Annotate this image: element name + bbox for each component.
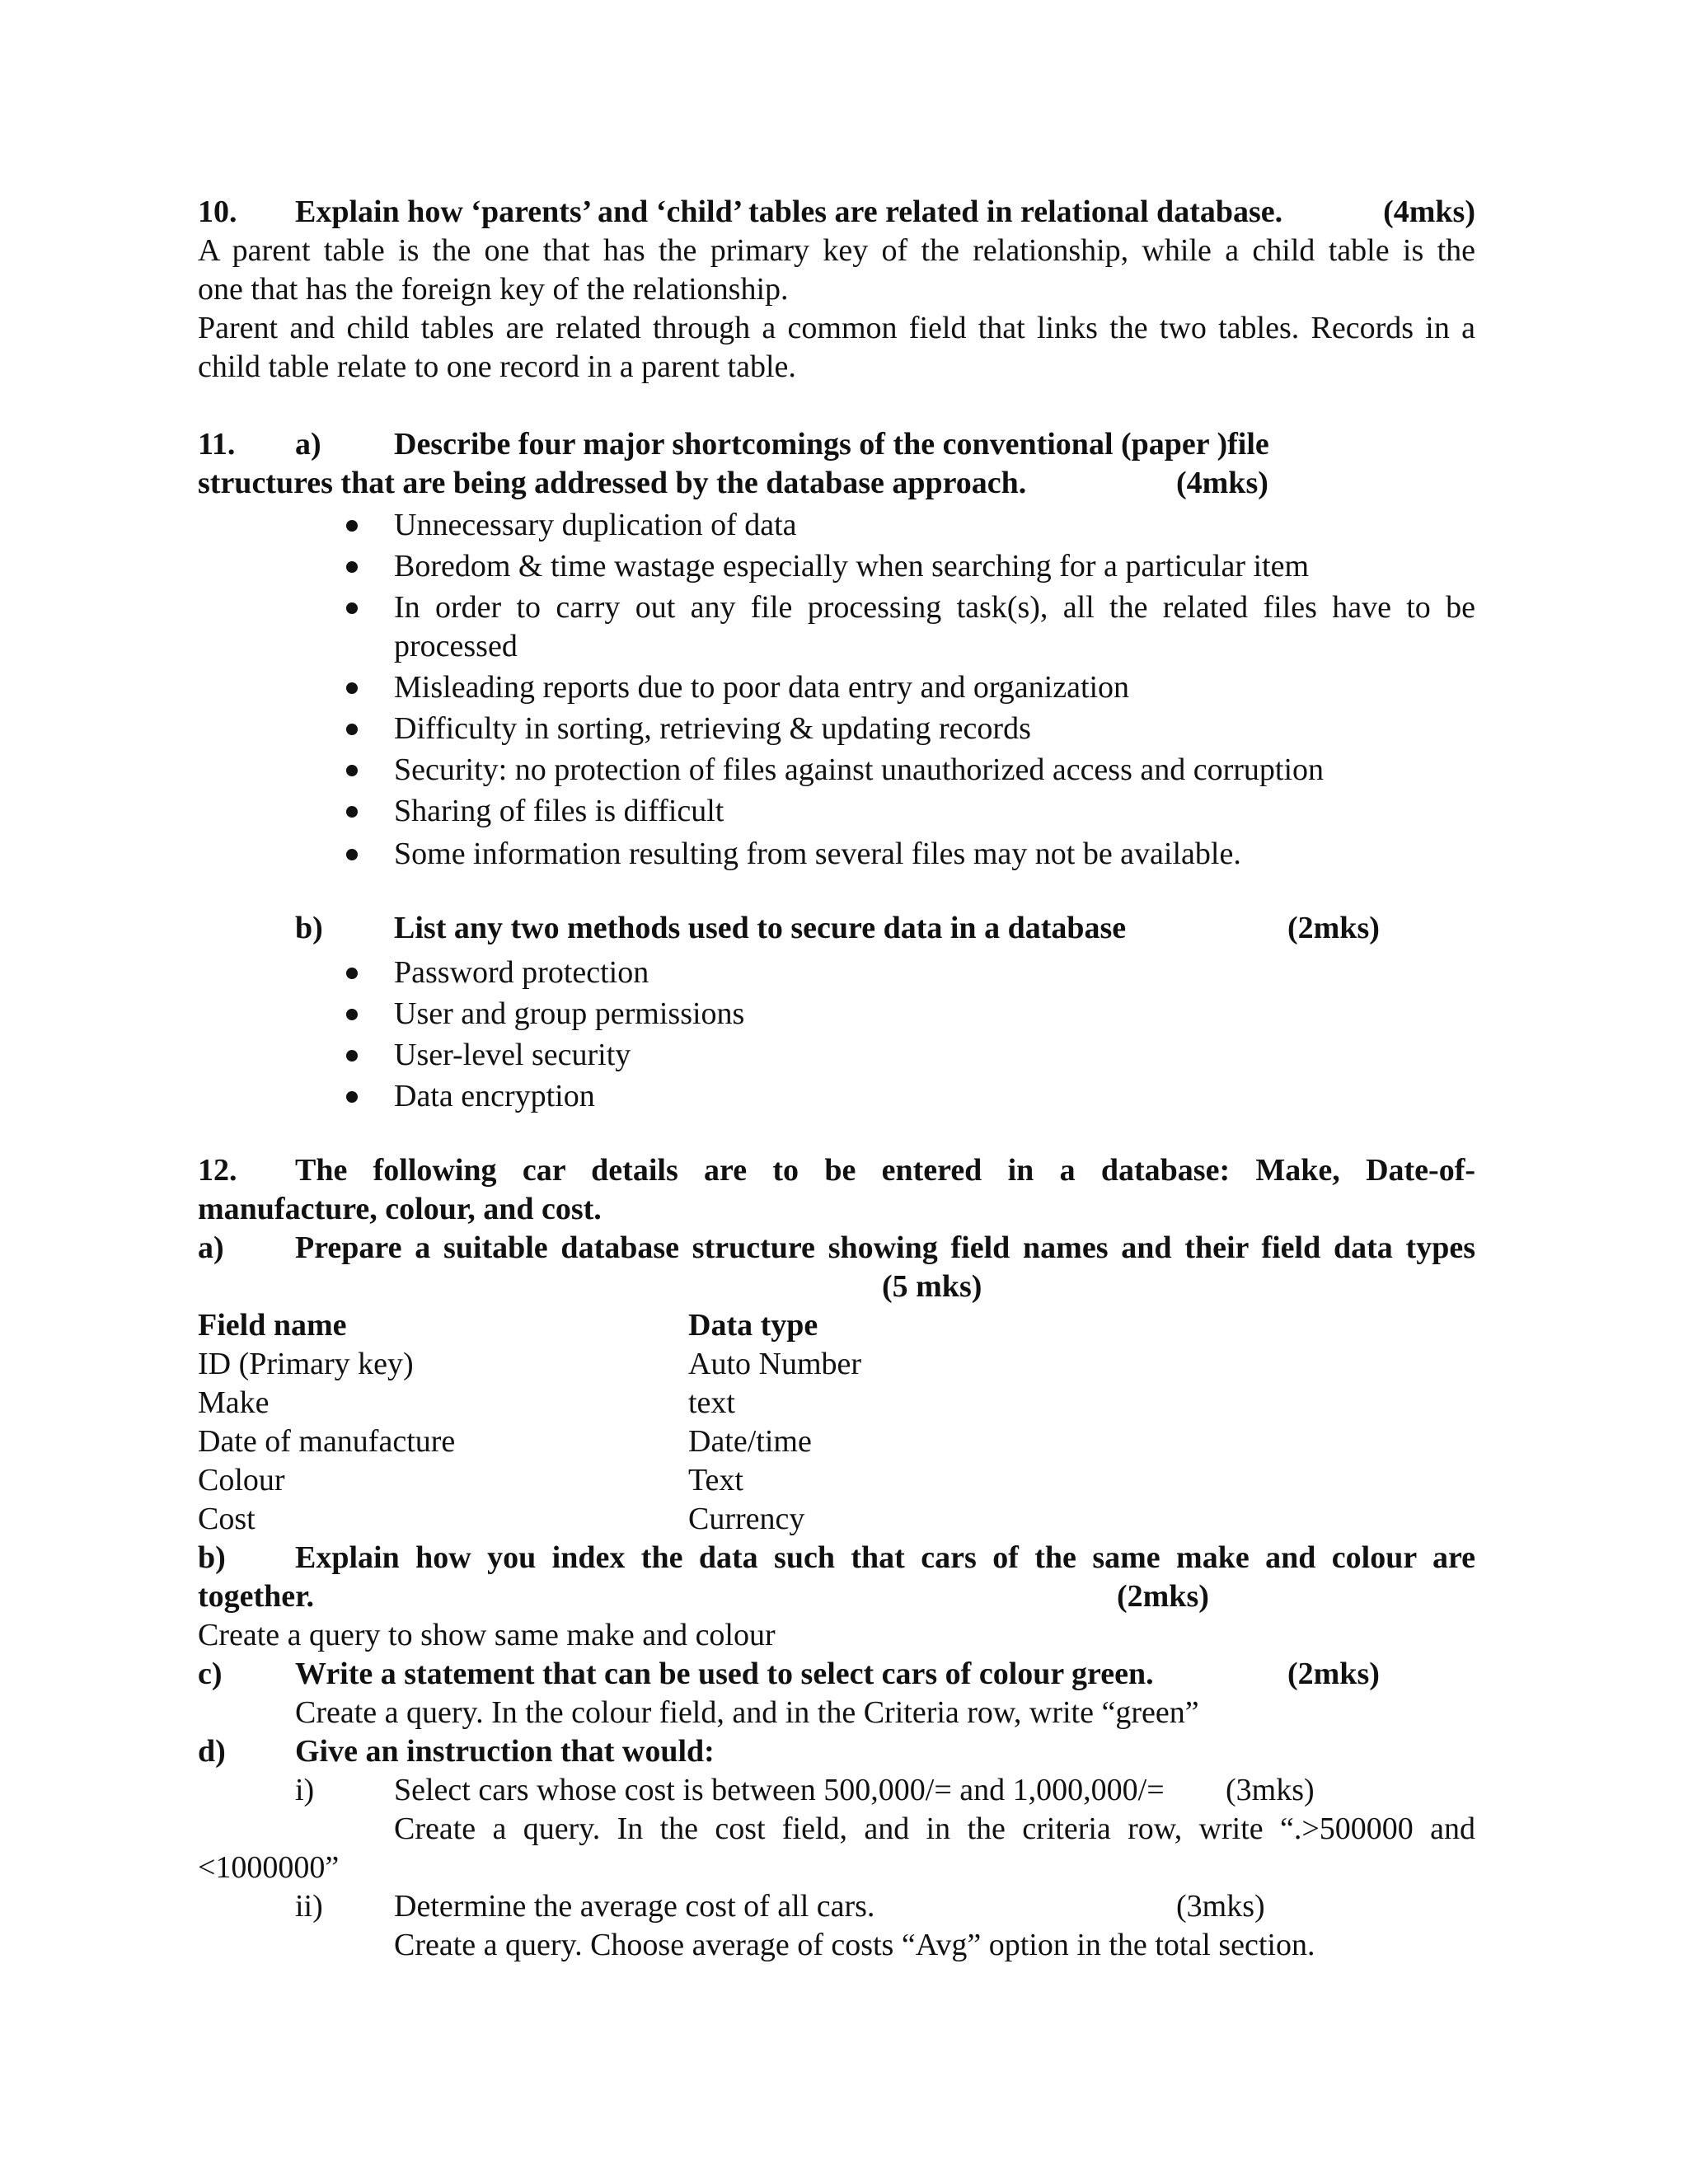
bullet-icon xyxy=(346,724,358,735)
list-item: Difficulty in sorting, retrieving & updating records xyxy=(394,711,1031,746)
q12d-i-question: Select cars whose cost is between 500,000/= and 1,000,000/= xyxy=(394,1773,1165,1807)
table-cell-type: text xyxy=(688,1385,735,1420)
q10-answer-line-1: A parent table is the one that has the primary key of the relationship, while a child table is the xyxy=(198,233,1475,268)
list-item: Security: no protection of files against unauthorized access and corruption xyxy=(394,752,1325,787)
q12d-i-label: i) xyxy=(295,1773,315,1807)
list-item: In order to carry out any file processing task(s), all the related files have to be xyxy=(394,590,1475,625)
bullet-icon xyxy=(346,561,358,573)
q12a-question: Prepare a suitable database structure showing field names and their field data types xyxy=(295,1230,1475,1265)
q12d-i-marks: (3mks) xyxy=(1226,1773,1315,1807)
q12d-label: d) xyxy=(198,1734,226,1769)
list-item: Sharing of files is difficult xyxy=(394,794,724,828)
list-item: User and group permissions xyxy=(394,996,745,1031)
q12d-question: Give an instruction that would: xyxy=(295,1734,715,1769)
q12b-marks: (2mks) xyxy=(1117,1579,1209,1614)
bullet-icon xyxy=(346,1091,358,1103)
q12c-question: Write a statement that can be used to select cars of colour green. xyxy=(295,1657,1154,1691)
q12d-i-answer-line-2: <1000000” xyxy=(198,1850,340,1885)
q10-answer-line-2: one that has the foreign key of the relationship. xyxy=(198,272,789,307)
q12c-answer: Create a query. In the colour field, and in the Criteria row, write “green” xyxy=(295,1695,1199,1730)
q11a-marks: (4mks) xyxy=(1176,466,1268,500)
bullet-icon xyxy=(346,1050,358,1062)
list-item: Unnecessary duplication of data xyxy=(394,508,797,542)
q11b-marks: (2mks) xyxy=(1287,911,1380,945)
table-cell-field: Colour xyxy=(198,1463,285,1497)
q11b-question: List any two methods used to secure data in a database xyxy=(394,911,1127,945)
q11a-label: a) xyxy=(295,427,321,462)
q10-number: 10. xyxy=(198,194,237,229)
q12c-label: c) xyxy=(198,1657,223,1691)
q11a-question-line-2: structures that are being addressed by the database approach. xyxy=(198,466,1027,500)
bullet-icon xyxy=(346,968,358,979)
q10-question: Explain how ‘parents’ and ‘child’ tables are related in relational database. xyxy=(295,194,1283,229)
bullet-icon xyxy=(346,602,358,614)
table-cell-field: Date of manufacture xyxy=(198,1424,456,1459)
table-cell-field: ID (Primary key) xyxy=(198,1347,414,1381)
q10-answer-line-3: Parent and child tables are related through a common field that links the two tables. Records in a xyxy=(198,311,1475,345)
list-item-continuation: processed xyxy=(394,629,518,663)
list-item: Password protection xyxy=(394,955,649,990)
q12d-ii-marks: (3mks) xyxy=(1176,1889,1265,1924)
bullet-icon xyxy=(346,849,358,860)
q12-question-line-1: The following car details are to be entered in a database: Make, Date-of- xyxy=(295,1153,1475,1188)
q12d-i-answer-line-1: Create a query. In the cost field, and in the criteria row, write “.>500000 and xyxy=(394,1811,1475,1846)
q12c-marks: (2mks) xyxy=(1287,1657,1380,1691)
q12d-ii-answer: Create a query. Choose average of costs “Avg” option in the total section. xyxy=(394,1928,1315,1962)
q12b-question-line-1: Explain how you index the data such that cars of the same make and colour are xyxy=(295,1540,1475,1575)
list-item: User-level security xyxy=(394,1038,631,1072)
list-item: Some information resulting from several files may not be available. xyxy=(394,837,1241,871)
bullet-icon xyxy=(346,806,358,818)
bullet-icon xyxy=(346,765,358,776)
q11a-question-line-1: Describe four major shortcomings of the conventional (paper )file xyxy=(394,427,1269,462)
q12b-label: b) xyxy=(198,1540,226,1575)
q11-number: 11. xyxy=(198,427,236,462)
q12d-ii-label: ii) xyxy=(295,1889,323,1924)
q12b-question-line-2: together. xyxy=(198,1579,315,1614)
table-cell-field: Make xyxy=(198,1385,270,1420)
list-item: Boredom & time wastage especially when searching for a particular item xyxy=(394,549,1310,583)
table-cell-type: Auto Number xyxy=(688,1347,862,1381)
table-cell-field: Cost xyxy=(198,1502,256,1536)
bullet-icon xyxy=(346,682,358,694)
q10-answer-line-4: child table relate to one record in a parent table. xyxy=(198,349,796,384)
q11b-label: b) xyxy=(295,911,323,945)
q12a-marks: (5 mks) xyxy=(882,1269,982,1304)
q12b-answer: Create a query to show same make and colour xyxy=(198,1618,776,1652)
table-header-data-type: Data type xyxy=(688,1308,818,1343)
list-item: Data encryption xyxy=(394,1079,595,1113)
list-item: Misleading reports due to poor data entry and organization xyxy=(394,670,1130,705)
bullet-icon xyxy=(346,520,358,532)
bullet-icon xyxy=(346,1009,358,1020)
table-cell-type: Date/time xyxy=(688,1424,812,1459)
q12a-label: a) xyxy=(198,1230,224,1265)
table-cell-type: Text xyxy=(688,1463,743,1497)
table-cell-type: Currency xyxy=(688,1502,805,1536)
q12-number: 12. xyxy=(198,1153,237,1188)
q10-marks: (4mks) xyxy=(1383,194,1475,229)
table-header-field-name: Field name xyxy=(198,1308,347,1343)
q12d-ii-question: Determine the average cost of all cars. xyxy=(394,1889,875,1924)
q12-question-line-2: manufacture, colour, and cost. xyxy=(198,1192,602,1226)
